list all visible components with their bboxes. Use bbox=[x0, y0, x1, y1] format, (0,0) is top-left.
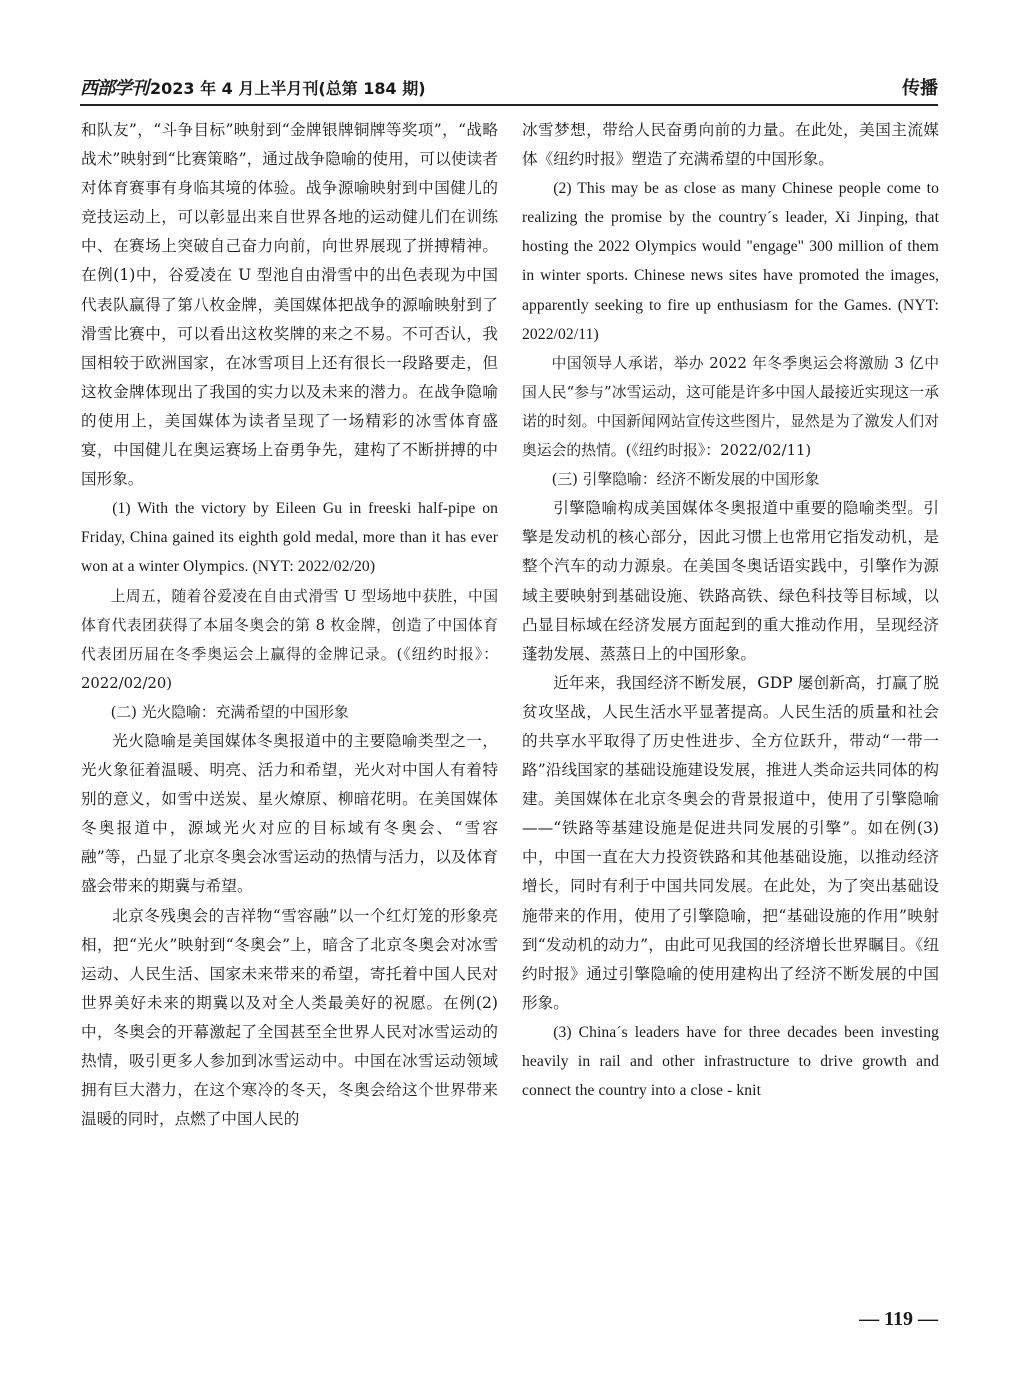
body-paragraph: 冰雪梦想，带给人民奋勇向前的力量。在此处，美国主流媒体《纽约时报》塑造了充满希望的中国形象。 bbox=[522, 121, 939, 169]
body-paragraph: 北京冬残奥会的吉祥物“雪容融”以一个红灯笼的形象亮相，把“光火”映射到“冬奥会”上，暗含了北京冬奥会对冰雪运动、人民生活、国家未来带来的希望，寄托着中国人民对世界美好未来的期冀以及对全人类最美好的祝愿。在例(2)中，冬奥会的开幕激起了全国甚至全世界人民对冰雪运动的热情，吸引更多人参加到冰雪运动中。中国在冰雪运动领域拥有巨大潜力，在这个寒冷的冬天，冬奥会给这个世界带来温暖的同时，点燃了中国人民的 bbox=[81, 906, 498, 1129]
example-translation: 中国领导人承诺，举办 2022 年冬季奥运会将激励 3 亿中国人民“参与”冰雪运动，这可能是许多中国人最接近实现这一承诺的时刻。中国新闻网站宣传这些图片，显然是为了激发人们对奥运会的热情。(《纽约时报》：2022/02/11) bbox=[522, 354, 939, 460]
left-column bbox=[81, 116, 498, 1302]
body-paragraph: 近年来，我国经济不断发展，GDP 屡创新高，打赢了脱贫攻坚战，人民生活水平显著提高。人民生活的质量和社会的共享水平取得了历史性进步、全方位跃升，带动“一带一路”沿线国家的基础设施建设发展，推进人类命运共同体的构建。美国媒体在北京冬奥会的背景报道中，使用了引擎隐喻——“铁路等基建设施是促进共同发展的引擎”。如在例(3)中，中国一直在大力投资铁路和其他基础设施，以推动经济增长，同时有利于中国共同发展。在此处，为了突出基础设施带来的作用，使用了引擎隐喻，把“基础设施的作用”映射到“发动机的动力”，由此可见我国的经济增长世界瞩目。《纽约时报》通过引擎隐喻的使用建构出了经济不断发展的中国形象。 bbox=[522, 673, 939, 1012]
right-column bbox=[522, 116, 939, 1302]
running-header bbox=[80, 72, 938, 106]
section-name: 传播 bbox=[902, 78, 938, 99]
body-paragraph: 引擎隐喻构成美国媒体冬奥报道中重要的隐喻类型。引擎是发动机的核心部分，因此习惯上也常用它指发动机，是整个汽车的动力源泉。在美国冬奥话语实践中，引擎作为源域主要映射到基础设施、铁路高铁、绿色科技等目标域，以凸显目标域在经济发展方面起到的重大推动作用，呈现经济蓬勃发展、蒸蒸日上的中国形象。 bbox=[522, 499, 939, 663]
issue-info: 2023 年 4 月上半月刊(总第 184 期) bbox=[150, 79, 426, 98]
english-example: (3) China´s leaders have for three decades been investing heavily in rail and other infrastructure to drive growth and connect the country into a close - knit bbox=[522, 1023, 939, 1100]
section-subheading: (三) 引擎隐喻：经济不断发展的中国形象 bbox=[551, 471, 820, 489]
example-translation: 上周五，随着谷爱凌在自由式滑雪 U 型场地中获胜，中国体育代表团获得了本届冬奥会的第 8 枚金牌，创造了中国体育代表团历届在冬季奥运会上赢得的金牌记录。(《纽约时报》：2022/02/20) bbox=[81, 587, 498, 692]
journal-logo: 西部学刊 bbox=[80, 78, 148, 99]
body-paragraph: 和队友”，“斗争目标”映射到“金牌银牌铜牌等奖项”，“战略战术”映射到“比赛策略”，通过战争隐喻的使用，可以使读者对体育赛事有身临其境的体验。战争源喻映射到中国健儿的竞技运动上，可以彰显出来自世界各地的运动健儿们在训练中、在赛场上突破自己奋力向前，向世界展现了拼搏精神。在例(1)中，谷爱凌在 U 型池自由滑雪中的出色表现为中国代表队赢得了第八枚金牌，美国媒体把战争的源喻映射到了滑雪比赛中，可以看出这枚奖牌的来之不易。不可否认，我国相较于欧洲国家，在冰雪项目上还有很长一段路要走，但这枚金牌体现出了我国的实力以及未来的潜力。在战争隐喻的使用上，美国媒体为读者呈现了一场精彩的冰雪体育盛宴，中国健儿在奥运赛场上奋勇争先，建构了不断拼搏的中国形象。 bbox=[81, 121, 498, 489]
section-subheading: (二) 光火隐喻：充满希望的中国形象 bbox=[110, 703, 349, 721]
english-example: (2) This may be as close as many Chinese people come to realizing the promise by the country´s leader, Xi Jinping, that hosting the 2022 Olympics would "engage" 300 million of them in winter sports. Chinese news sites have promoted the images, apparently seeking to fire up enthusiasm for the Games. (NYT: 2022/02/11) bbox=[522, 180, 939, 343]
journal-masthead bbox=[80, 74, 426, 100]
body-paragraph: 光火隐喻是美国媒体冬奥报道中的主要隐喻类型之一，光火象征着温暖、明亮、活力和希望，光火对中国人有着特别的意义，如雪中送炭、星火燎原、柳暗花明。在美国媒体冬奥报道中，源域光火对应的目标域有冬奥会、“雪容融”等，凸显了北京冬奥会冰雪运动的热情与活力，以及体育盛会带来的期冀与希望。 bbox=[81, 731, 498, 896]
english-example: (1) With the victory by Eileen Gu in freeski half-pipe on Friday, China gained its eighth gold medal, more than it has ever won at a winter Olympics. (NYT: 2022/02/20) bbox=[81, 500, 498, 576]
page-number: — 119 — bbox=[859, 1308, 938, 1330]
